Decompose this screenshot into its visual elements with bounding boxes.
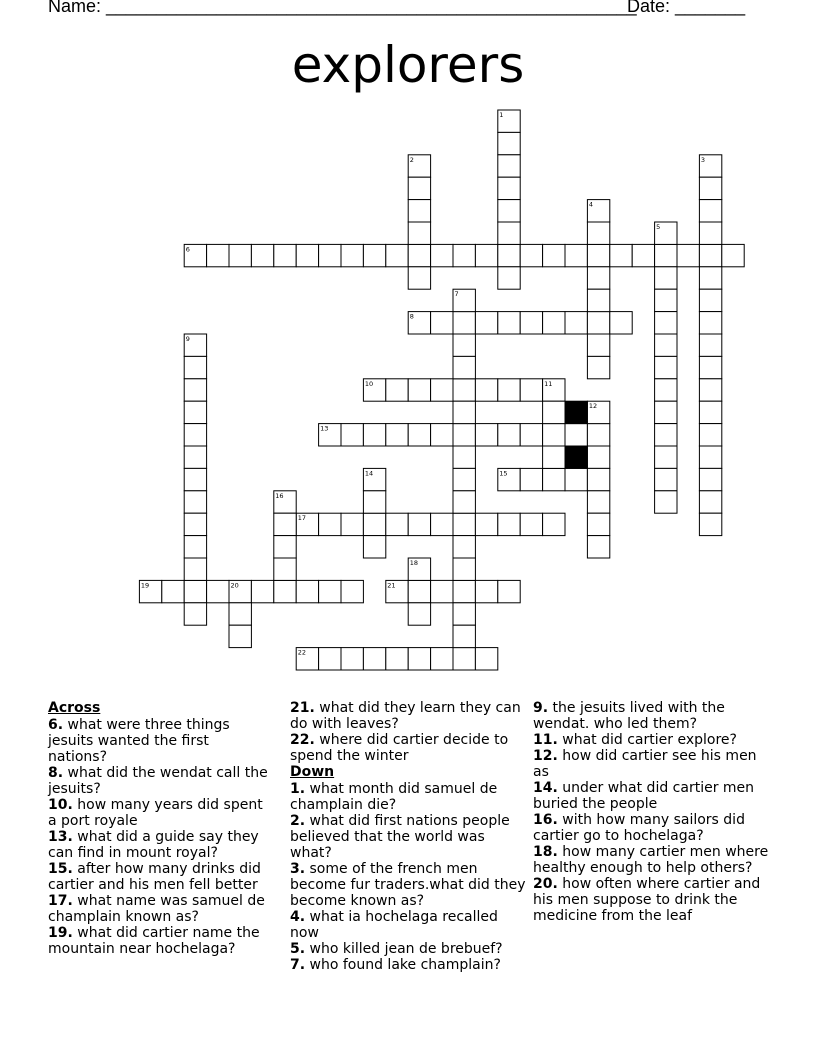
grid-cell[interactable]	[386, 424, 408, 446]
grid-cell[interactable]	[207, 244, 229, 266]
clue-number: 9.	[533, 700, 549, 716]
across-heading: Across	[48, 700, 101, 716]
grid-cell[interactable]	[498, 580, 520, 602]
grid-cell[interactable]	[341, 648, 363, 670]
clue-item	[290, 732, 526, 764]
grid-cell[interactable]	[453, 648, 475, 670]
grid-cell[interactable]	[655, 491, 677, 513]
grid-cell[interactable]	[498, 312, 520, 334]
clue-text: how did cartier see his men as	[533, 748, 757, 780]
grid-cell[interactable]	[587, 312, 609, 334]
grid-cell[interactable]	[699, 356, 721, 378]
grid-cell[interactable]	[184, 536, 206, 558]
grid-cell[interactable]	[655, 468, 677, 490]
grid-cell[interactable]	[587, 244, 609, 266]
grid-cell[interactable]	[655, 424, 677, 446]
grid-cell[interactable]	[632, 244, 654, 266]
grid-cell[interactable]	[699, 491, 721, 513]
grid-cell[interactable]	[543, 513, 565, 535]
grid-cell[interactable]	[431, 648, 453, 670]
grid-cell[interactable]	[184, 446, 206, 468]
clue-number: 2.	[290, 813, 306, 829]
grid-cell[interactable]	[431, 424, 453, 446]
clue-item	[533, 732, 769, 748]
grid-cell[interactable]	[274, 558, 296, 580]
grid-cell[interactable]	[184, 356, 206, 378]
grid-cell[interactable]	[655, 289, 677, 311]
clue-number: 8.	[48, 765, 64, 781]
clue-item	[48, 829, 270, 861]
clue-text: where did cartier decide to spend the winter	[290, 732, 509, 764]
clue-item	[290, 957, 526, 973]
clue-text: what did cartier explore?	[562, 732, 737, 748]
grid-cell[interactable]	[162, 580, 184, 602]
grid-cell[interactable]	[184, 468, 206, 490]
grid-cell[interactable]	[520, 513, 542, 535]
clue-number: 15.	[48, 861, 73, 877]
grid-cell[interactable]	[363, 513, 385, 535]
clue-item	[290, 909, 526, 941]
grid-cell[interactable]	[431, 379, 453, 401]
cell-number: 17	[297, 514, 306, 523]
clue-text: the jesuits lived with the wendat. who led them?	[533, 700, 725, 732]
grid-cell[interactable]	[408, 580, 430, 602]
grid-cell[interactable]	[453, 356, 475, 378]
clue-number: 14.	[533, 780, 558, 796]
grid-cell[interactable]	[408, 603, 430, 625]
grid-cell[interactable]	[341, 244, 363, 266]
grid-cell[interactable]	[184, 513, 206, 535]
grid-cell[interactable]	[408, 424, 430, 446]
grid-cell[interactable]	[699, 468, 721, 490]
black-cell	[565, 446, 587, 468]
date-label: Date:	[627, 0, 671, 16]
grid-cell[interactable]	[453, 558, 475, 580]
page-title: explorers	[291, 36, 525, 94]
grid-cell[interactable]	[229, 244, 251, 266]
grid-cell[interactable]	[408, 513, 430, 535]
clue-item	[48, 893, 270, 925]
grid-cell[interactable]	[587, 424, 609, 446]
grid-cell[interactable]	[363, 536, 385, 558]
grid-cell[interactable]	[431, 312, 453, 334]
clue-text: what did they learn they can do with leaves?	[290, 700, 521, 732]
cell-number: 20	[230, 581, 239, 590]
down-heading: Down	[290, 764, 335, 780]
clue-item	[290, 700, 526, 732]
grid-cell[interactable]	[408, 648, 430, 670]
clue-item	[290, 941, 526, 957]
clue-text: how often where cartier and his men suppose to drink the medicine from the leaf	[533, 876, 761, 924]
grid-cell[interactable]	[498, 244, 520, 266]
clue-text: how many years did spent a port royale	[48, 797, 263, 829]
grid-cell[interactable]	[655, 312, 677, 334]
grid-cell[interactable]	[184, 491, 206, 513]
clue-number: 16.	[533, 812, 558, 828]
grid-cell[interactable]	[453, 244, 475, 266]
grid-cell[interactable]	[587, 513, 609, 535]
clue-text: what month did samuel de champlain die?	[290, 781, 498, 813]
name-label: Name:	[48, 0, 102, 16]
grid-cell[interactable]	[565, 244, 587, 266]
grid-cell[interactable]	[363, 244, 385, 266]
clue-item	[48, 925, 270, 957]
cell-number: 3	[700, 155, 706, 164]
grid-cell[interactable]	[498, 267, 520, 289]
grid-cell[interactable]	[319, 513, 341, 535]
clue-text: with how many sailors did cartier go to hochelaga?	[533, 812, 745, 844]
grid-cell[interactable]	[498, 132, 520, 154]
grid-cell[interactable]	[565, 468, 587, 490]
grid-cell[interactable]	[655, 267, 677, 289]
grid-cell[interactable]	[610, 312, 632, 334]
clues-column-1	[48, 700, 270, 957]
grid-cell[interactable]	[431, 244, 453, 266]
cell-number: 13	[320, 424, 329, 433]
grid-cell[interactable]	[319, 244, 341, 266]
grid-cell[interactable]	[655, 401, 677, 423]
clue-number: 3.	[290, 861, 306, 877]
grid-cell[interactable]	[408, 267, 430, 289]
cell-number: 14	[364, 469, 374, 478]
grid-cell[interactable]	[296, 244, 318, 266]
grid-cell[interactable]	[184, 558, 206, 580]
grid-cell[interactable]	[587, 334, 609, 356]
grid-cell[interactable]	[453, 536, 475, 558]
cell-number: 15	[499, 469, 508, 478]
grid-cell[interactable]	[610, 244, 632, 266]
name-line: _____________________________________________________	[106, 0, 637, 16]
grid-cell[interactable]	[319, 648, 341, 670]
grid-cell[interactable]	[386, 648, 408, 670]
grid-cell[interactable]	[274, 244, 296, 266]
grid-cell[interactable]	[184, 379, 206, 401]
clue-item	[533, 748, 769, 780]
grid-cell[interactable]	[722, 244, 744, 266]
grid-cell[interactable]	[587, 446, 609, 468]
clue-item	[48, 797, 270, 829]
grid-cell[interactable]	[229, 625, 251, 647]
clue-number: 20.	[533, 876, 558, 892]
clue-item	[533, 844, 769, 876]
grid-cell[interactable]	[699, 312, 721, 334]
grid-cell[interactable]	[408, 200, 430, 222]
grid-cell[interactable]	[699, 513, 721, 535]
cell-number: 7	[454, 290, 459, 299]
cell-number: 6	[185, 245, 190, 254]
grid-cell[interactable]	[184, 424, 206, 446]
grid-cell[interactable]	[655, 334, 677, 356]
grid-cell[interactable]	[699, 424, 721, 446]
grid-cell[interactable]	[699, 334, 721, 356]
grid-cell[interactable]	[475, 379, 497, 401]
grid-cell[interactable]	[520, 379, 542, 401]
grid-cell[interactable]	[453, 312, 475, 334]
grid-cell[interactable]	[699, 289, 721, 311]
clue-text: what did first nations people believed that the world was what?	[290, 813, 510, 861]
grid-cell[interactable]	[453, 603, 475, 625]
clues-column-3	[533, 700, 769, 924]
grid-cell[interactable]	[699, 401, 721, 423]
grid-cell[interactable]	[408, 177, 430, 199]
clue-number: 13.	[48, 829, 73, 845]
clue-number: 5.	[290, 941, 306, 957]
grid-cell[interactable]	[543, 424, 565, 446]
clue-number: 7.	[290, 957, 306, 973]
grid-cell[interactable]	[453, 513, 475, 535]
grid-cell[interactable]	[229, 603, 251, 625]
clue-item	[48, 765, 270, 797]
grid-cell[interactable]	[341, 513, 363, 535]
grid-cell[interactable]	[184, 603, 206, 625]
grid-cell[interactable]	[543, 401, 565, 423]
grid-cell[interactable]	[565, 424, 587, 446]
grid-cell[interactable]	[453, 580, 475, 602]
grid-cell[interactable]	[184, 401, 206, 423]
cell-number: 5	[656, 223, 661, 231]
clue-text: under what did cartier men buried the people	[533, 780, 755, 812]
cell-number: 19	[140, 581, 150, 590]
grid-cell[interactable]	[453, 401, 475, 423]
grid-cell[interactable]	[475, 648, 497, 670]
clue-text: what did a guide say they can find in mount royal?	[48, 829, 259, 861]
clue-number: 17.	[48, 893, 73, 909]
grid-cell[interactable]	[408, 244, 430, 266]
grid-cell[interactable]	[655, 244, 677, 266]
grid-cell[interactable]	[587, 536, 609, 558]
grid-cell[interactable]	[408, 379, 430, 401]
grid-cell[interactable]	[520, 312, 542, 334]
grid-cell[interactable]	[296, 580, 318, 602]
clue-text: what ia hochelaga recalled now	[290, 909, 498, 941]
clue-item	[533, 700, 769, 732]
grid-cell[interactable]	[475, 244, 497, 266]
clue-number: 18.	[533, 844, 558, 860]
grid-cell[interactable]	[543, 312, 565, 334]
grid-cell[interactable]	[274, 513, 296, 535]
grid-cell[interactable]	[453, 625, 475, 647]
grid-cell[interactable]	[587, 468, 609, 490]
clue-number: 19.	[48, 925, 73, 941]
cell-number: 8	[409, 312, 414, 321]
clue-text: what name was samuel de champlain known as?	[48, 893, 265, 925]
clue-text: what did the wendat call the jesuits?	[48, 765, 268, 797]
grid-cell[interactable]	[699, 379, 721, 401]
grid-cell[interactable]	[520, 424, 542, 446]
clue-number: 1.	[290, 781, 306, 797]
clue-text: what were three things jesuits wanted the first nations?	[48, 717, 230, 765]
cell-number: 9	[185, 335, 190, 343]
grid-cell[interactable]	[655, 356, 677, 378]
cell-number: 11	[544, 379, 553, 388]
cell-number: 2	[409, 155, 414, 164]
grid-cell[interactable]	[251, 244, 273, 266]
cell-number: 22	[297, 648, 306, 657]
clue-item	[290, 781, 526, 813]
grid-cell[interactable]	[498, 222, 520, 244]
grid-cell[interactable]	[498, 424, 520, 446]
clue-number: 12.	[533, 748, 558, 764]
grid-cell[interactable]	[386, 513, 408, 535]
cell-number: 4	[588, 200, 594, 209]
grid-cell[interactable]	[453, 379, 475, 401]
clue-item	[290, 813, 526, 861]
grid-cell[interactable]	[543, 244, 565, 266]
clue-item	[533, 876, 769, 924]
grid-cell[interactable]	[498, 379, 520, 401]
grid-cell[interactable]	[699, 446, 721, 468]
grid-cell[interactable]	[543, 468, 565, 490]
grid-cell[interactable]	[587, 356, 609, 378]
clue-number: 21.	[290, 700, 315, 716]
cell-number: 12	[588, 402, 598, 411]
clue-number: 22.	[290, 732, 315, 748]
grid-cell[interactable]	[699, 244, 721, 266]
grid-cell[interactable]	[677, 244, 699, 266]
grid-cell[interactable]	[184, 580, 206, 602]
grid-cell[interactable]	[453, 468, 475, 490]
grid-cell[interactable]	[655, 446, 677, 468]
cell-number: 21	[387, 581, 396, 590]
cell-number: 1	[499, 111, 504, 119]
clue-text: who killed jean de brebuef?	[309, 941, 503, 957]
grid-cell[interactable]	[386, 379, 408, 401]
grid-cell[interactable]	[363, 648, 385, 670]
grid-cell[interactable]	[498, 513, 520, 535]
clue-number: 6.	[48, 717, 64, 733]
grid-cell[interactable]	[587, 491, 609, 513]
cell-number: 18	[409, 559, 418, 567]
grid-cell[interactable]	[274, 536, 296, 558]
grid-cell[interactable]	[520, 244, 542, 266]
grid-cell[interactable]	[475, 424, 497, 446]
grid-cell[interactable]	[543, 446, 565, 468]
grid-cell[interactable]	[587, 289, 609, 311]
clue-item	[48, 861, 270, 893]
grid-cell[interactable]	[453, 446, 475, 468]
clue-text: how many cartier men where healthy enough to help others?	[533, 844, 769, 876]
date-line: _______	[675, 0, 746, 16]
clue-text: what did cartier name the mountain near hochelaga?	[48, 925, 260, 957]
clue-text: after how many drinks did cartier and his men fell better	[48, 861, 261, 893]
grid-cell[interactable]	[475, 580, 497, 602]
grid-cell[interactable]	[431, 513, 453, 535]
grid-cell[interactable]	[274, 580, 296, 602]
grid-cell[interactable]	[453, 334, 475, 356]
grid-cell[interactable]	[587, 267, 609, 289]
cell-number: 16	[275, 491, 284, 500]
grid-cell[interactable]	[363, 491, 385, 513]
grid-cell[interactable]	[207, 580, 229, 602]
grid-cell[interactable]	[319, 580, 341, 602]
grid-cell[interactable]	[431, 580, 453, 602]
grid-cell[interactable]	[520, 468, 542, 490]
grid-cell[interactable]	[363, 424, 385, 446]
grid-cell[interactable]	[386, 244, 408, 266]
grid-cell[interactable]	[341, 580, 363, 602]
grid-cell[interactable]	[498, 177, 520, 199]
clue-number: 11.	[533, 732, 558, 748]
grid-cell[interactable]	[251, 580, 273, 602]
cell-number: 10	[364, 379, 374, 388]
grid-cell[interactable]	[498, 200, 520, 222]
grid-cell[interactable]	[699, 267, 721, 289]
grid-cell[interactable]	[475, 312, 497, 334]
grid-cell[interactable]	[699, 222, 721, 244]
grid-cell[interactable]	[699, 177, 721, 199]
grid-cell[interactable]	[453, 491, 475, 513]
grid-cell[interactable]	[498, 155, 520, 177]
grid-cell[interactable]	[475, 513, 497, 535]
grid-cell[interactable]	[408, 222, 430, 244]
clue-item	[48, 717, 270, 765]
grid-cell[interactable]	[453, 424, 475, 446]
grid-cell[interactable]	[587, 222, 609, 244]
clue-number: 4.	[290, 909, 306, 925]
clue-item	[533, 780, 769, 812]
clues-column-2	[290, 700, 526, 973]
grid-cell[interactable]	[565, 312, 587, 334]
clue-text: who found lake champlain?	[309, 957, 501, 973]
clue-number: 10.	[48, 797, 73, 813]
clue-text: some of the french men become fur traders.what did they become known as?	[290, 861, 526, 909]
grid-cell[interactable]	[341, 424, 363, 446]
clue-item	[533, 812, 769, 844]
grid-cell[interactable]	[699, 200, 721, 222]
black-cell	[565, 401, 587, 423]
clue-item	[290, 861, 526, 909]
grid-cell[interactable]	[655, 379, 677, 401]
